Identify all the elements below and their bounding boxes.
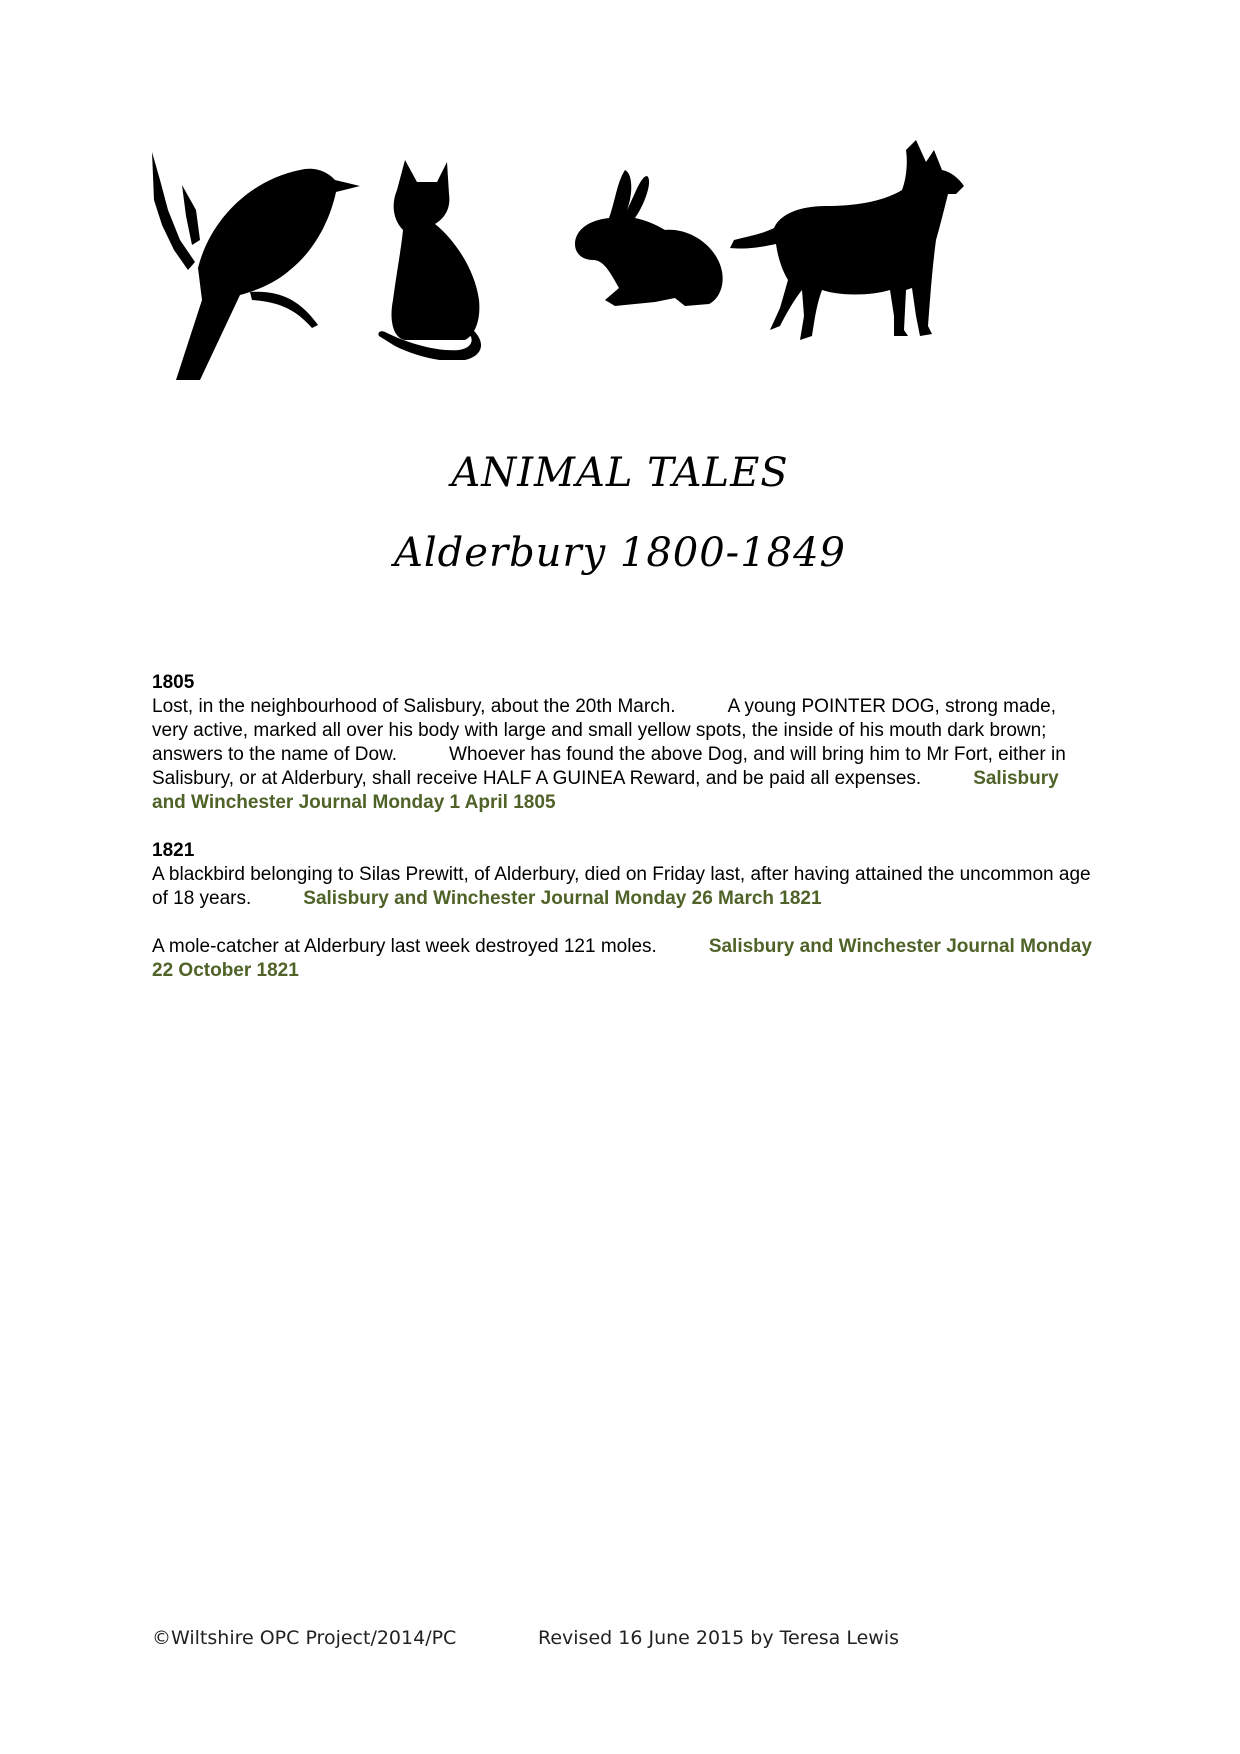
source-citation: Salisbury and Winchester Journal Monday 22 October 1821: [152, 936, 1092, 981]
entry-1821-blackbird: [152, 863, 1094, 911]
footer-copyright: ©Wiltshire OPC Project/2014/PC: [152, 1627, 457, 1649]
animal-silhouettes: [140, 140, 1070, 380]
cat-silhouette-icon: [375, 160, 505, 360]
rabbit-silhouette-icon: [575, 170, 735, 310]
entry-1805: [152, 695, 1094, 815]
entry-text: A mole-catcher at Alderbury last week destroyed 121 moles.: [152, 936, 657, 957]
entry-text: A blackbird belonging to Silas Prewitt, of Alderbury, died on Friday last, after having attained the uncommon age of 18 years.: [152, 864, 1091, 909]
footer-revision: Revised 16 June 2015 by Teresa Lewis: [538, 1627, 900, 1649]
source-citation: Salisbury and Winchester Journal Monday 1 April 1805: [152, 768, 1059, 813]
bird-silhouette-icon: [140, 150, 360, 380]
dog-silhouette-icon: [730, 140, 980, 380]
title-line-1-block: [0, 450, 1240, 496]
document-body: [152, 671, 1094, 1007]
page-subtitle: Alderbury 1800-1849: [394, 530, 846, 576]
page-title: ANIMAL TALES: [451, 450, 789, 496]
entry-text: A young POINTER DOG, strong made, very active, marked all over his body with large and small yellow spots, the inside of his mouth dark brown; answers to the name of Dow.: [152, 696, 1056, 765]
entry-1821-mole: [152, 935, 1094, 983]
entry-text: Lost, in the neighbourhood of Salisbury, about the 20th March.: [152, 696, 676, 717]
year-heading: 1805: [152, 672, 195, 693]
source-citation: Salisbury and Winchester Journal Monday 26 March 1821: [303, 888, 822, 909]
year-heading: 1821: [152, 840, 195, 861]
title-line-2-block: [0, 530, 1240, 576]
entry-text: Whoever has found the above Dog, and will bring him to Mr Fort, either in Salisbury, or at Alderbury, shall receive HALF A GUINEA Reward, and be paid all expenses.: [152, 744, 1066, 789]
